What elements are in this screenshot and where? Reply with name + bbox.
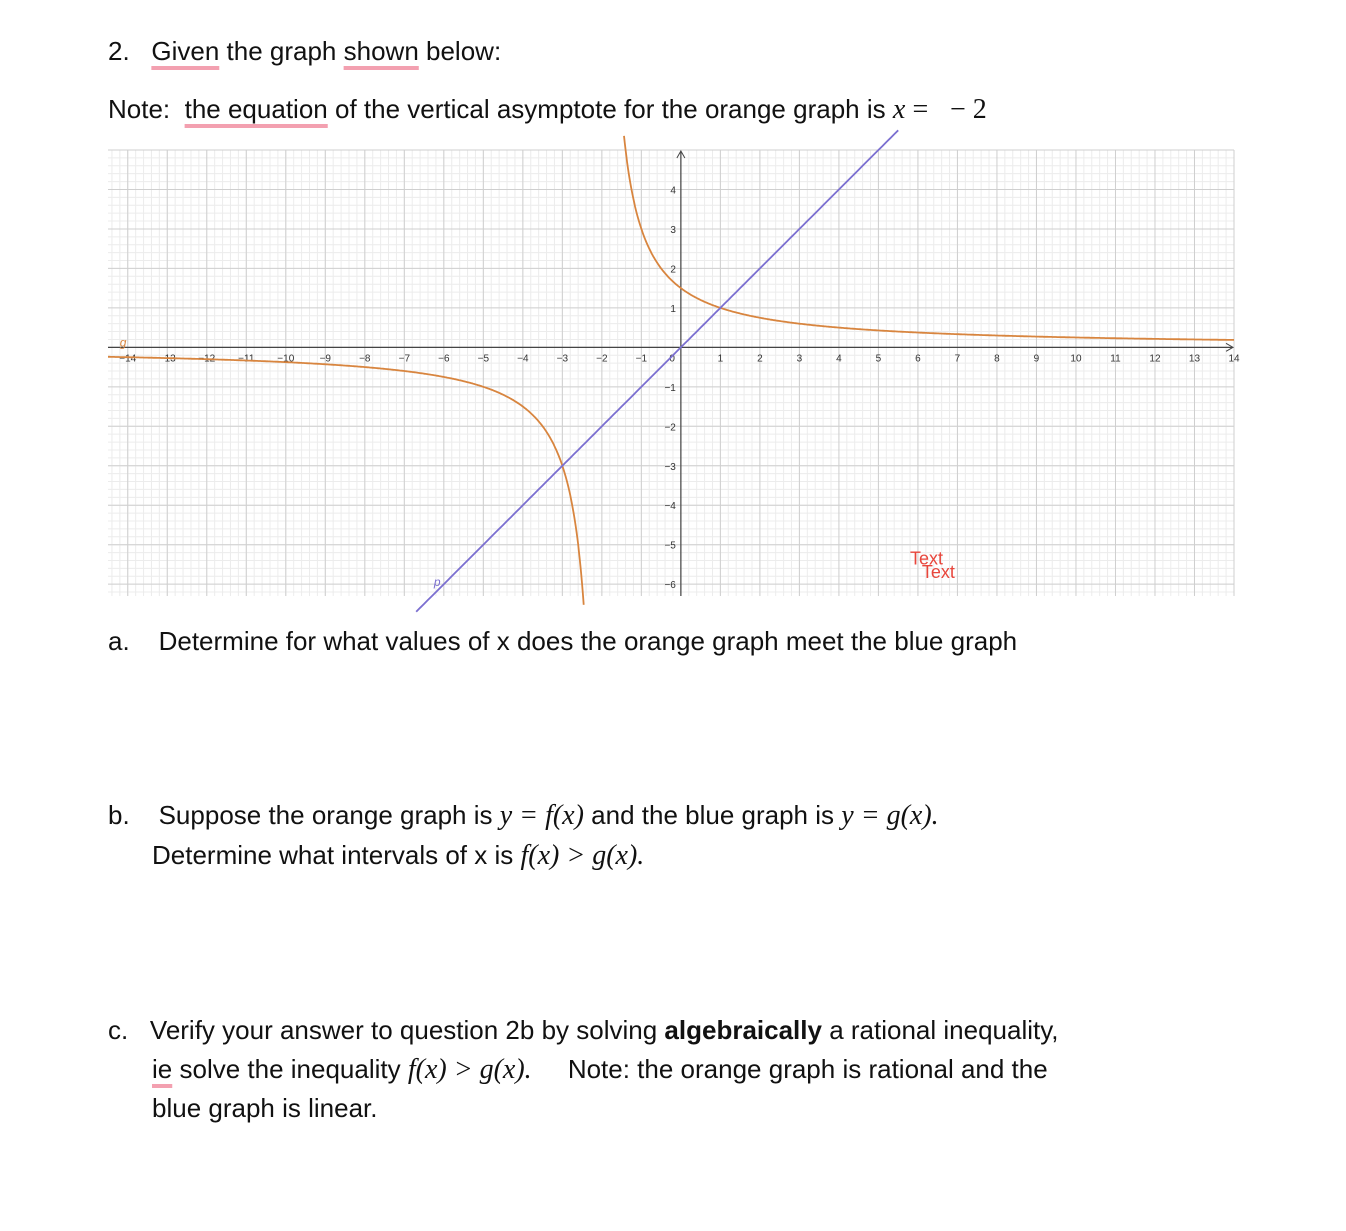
phrase-the-graph: the graph	[226, 36, 337, 66]
part-c-line1	[108, 1015, 1059, 1046]
x-tick-label: 10	[1070, 353, 1082, 365]
x-tick-label: 2	[757, 353, 763, 365]
note-text: of the vertical asymptote for the orange graph is	[334, 94, 886, 124]
part-c-ie: ie	[152, 1054, 173, 1084]
part-c-line3	[152, 1093, 377, 1124]
x-tick-label: −10	[277, 353, 295, 365]
x-tick-label: 12	[1149, 353, 1161, 365]
tick-labels	[119, 185, 1240, 591]
x-tick-label: 11	[1110, 353, 1121, 365]
x-tick-label: −1	[635, 353, 648, 365]
part-a	[108, 626, 1017, 657]
part-c-line2	[152, 1054, 1048, 1086]
word-given: Given	[151, 36, 220, 66]
x-tick-label: −7	[398, 353, 411, 365]
x-tick-label: 7	[954, 353, 961, 365]
y-tick-label: −5	[664, 540, 676, 552]
note-math-val: − 2	[950, 94, 987, 125]
part-c-bold: algebraically	[664, 1015, 822, 1045]
x-tick-label: −3	[556, 353, 569, 365]
part-b-text2: and the blue graph is	[591, 800, 835, 830]
x-tick-label: 3	[796, 353, 803, 365]
y-tick-label: −3	[664, 461, 676, 473]
y-tick-label: −6	[664, 580, 676, 592]
part-b-math2: y = g(x).	[841, 800, 939, 831]
part-a-text: Determine for what values of x does the orange graph meet the blue graph	[158, 626, 1018, 656]
curve-labels	[119, 335, 955, 592]
part-c-text1: Verify your answer to question 2b by solving	[149, 1015, 658, 1045]
x-tick-label: −4	[517, 353, 529, 365]
graph-chart	[108, 150, 1240, 596]
origin-label: 0	[669, 353, 675, 365]
part-b-line1	[108, 800, 939, 832]
part-b-line2	[152, 840, 644, 872]
part-b-label: b.	[108, 800, 130, 830]
grid-minor	[108, 150, 1234, 596]
word-below: below:	[426, 36, 502, 66]
x-tick-label: 4	[836, 353, 842, 365]
x-tick-label: 9	[1033, 353, 1040, 365]
x-tick-label: −11	[238, 353, 255, 365]
question-number: 2.	[108, 36, 130, 66]
x-tick-label: 6	[915, 353, 921, 365]
y-tick-label: 2	[670, 264, 676, 276]
y-tick-label: −2	[664, 422, 676, 434]
y-tick-label: 3	[670, 224, 676, 236]
part-c-text3: solve the inequality	[179, 1054, 401, 1084]
word-shown: shown	[343, 36, 419, 66]
y-tick-label: 1	[670, 303, 676, 315]
note-link-the-equation: the equation	[184, 94, 328, 124]
x-tick-label: 8	[994, 353, 1000, 365]
part-b-text1: Suppose the orange graph is	[158, 800, 493, 830]
label-p: p	[433, 575, 441, 590]
y-tick-label: −4	[664, 501, 676, 513]
x-tick-label: −14	[119, 353, 137, 365]
part-c-text2: a rational inequality,	[829, 1015, 1059, 1045]
x-tick-label: −6	[438, 353, 450, 365]
y-tick-label: −1	[664, 382, 676, 394]
x-tick-label: 5	[875, 353, 882, 365]
x-tick-label: −9	[319, 353, 332, 365]
part-b-math3: f(x) > g(x).	[520, 840, 645, 871]
label-text-1: Text	[910, 548, 944, 569]
part-c-text4: blue graph is linear.	[152, 1093, 378, 1123]
part-a-label: a.	[108, 626, 130, 656]
x-tick-label: 14	[1228, 353, 1240, 365]
x-tick-label: 13	[1188, 353, 1201, 365]
x-tick-label: −13	[158, 353, 176, 365]
part-c-note: Note: the orange graph is rational and the	[567, 1054, 1048, 1084]
part-b-text3: Determine what intervals of x is	[152, 840, 514, 870]
x-tick-label: −2	[596, 353, 608, 365]
part-b-math1: y = f(x)	[499, 800, 584, 831]
note-line	[108, 94, 987, 126]
x-tick-label: −12	[198, 353, 216, 365]
x-tick-label: −5	[477, 353, 490, 365]
note-label: Note:	[108, 94, 171, 124]
curve-g-left	[108, 357, 584, 605]
x-tick-label: 1	[717, 353, 724, 365]
question-heading	[108, 36, 501, 67]
x-tick-label: −8	[359, 353, 371, 365]
curve-g-right	[624, 136, 1234, 340]
part-c-label: c.	[108, 1015, 129, 1045]
label-g: g	[119, 335, 127, 350]
note-math-var: x	[892, 94, 906, 125]
note-math-eq: =	[912, 94, 929, 125]
label-text-2: Text	[921, 562, 955, 583]
y-tick-label: 4	[670, 185, 676, 197]
part-c-math: f(x) > g(x).	[407, 1054, 532, 1085]
